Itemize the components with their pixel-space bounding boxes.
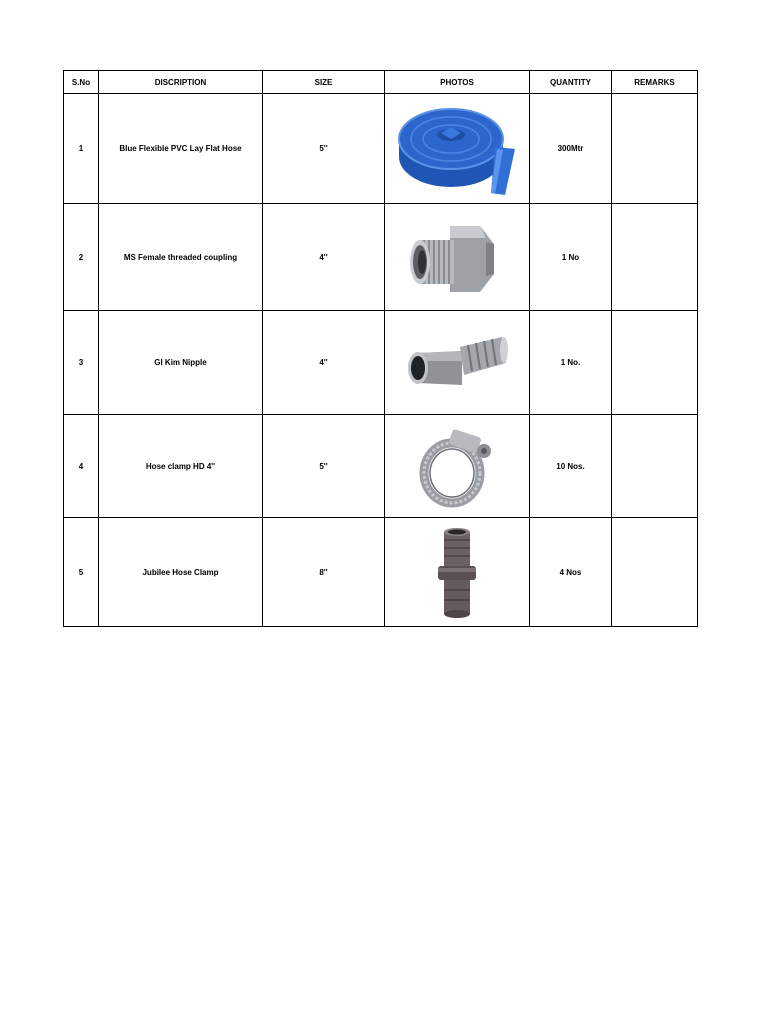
cell-remarks [612, 94, 698, 204]
cell-size: 5'' [263, 415, 385, 518]
cell-photo [385, 204, 530, 311]
items-table [63, 70, 698, 627]
threaded-coupling-photo [402, 212, 512, 302]
cell-description: Jubilee Hose Clamp [99, 518, 263, 627]
cell-sno: 1 [64, 94, 99, 204]
header-size: SIZE [263, 71, 385, 94]
cell-size: 8'' [263, 518, 385, 627]
blue-lay-flat-hose-photo [391, 99, 523, 199]
cell-quantity: 1 No. [530, 311, 612, 415]
cell-sno: 5 [64, 518, 99, 627]
cell-quantity: 300Mtr [530, 94, 612, 204]
hose-nipple-photo [402, 323, 512, 403]
cell-quantity: 4 Nos [530, 518, 612, 627]
cell-photo [385, 94, 530, 204]
cell-quantity: 1 No [530, 204, 612, 311]
cell-photo [385, 415, 530, 518]
cell-description: MS Female threaded coupling [99, 204, 263, 311]
cell-remarks [612, 311, 698, 415]
cell-sno: 3 [64, 311, 99, 415]
table-row [64, 311, 698, 415]
header-description: DISCRIPTION [99, 71, 263, 94]
cell-description: Blue Flexible PVC Lay Flat Hose [99, 94, 263, 204]
cell-size: 5'' [263, 94, 385, 204]
hose-tail-connector-photo [422, 522, 492, 622]
cell-description: Hose clamp HD 4'' [99, 415, 263, 518]
header-remarks: REMARKS [612, 71, 698, 94]
cell-remarks [612, 204, 698, 311]
header-quantity: QUANTITY [530, 71, 612, 94]
table-row [64, 204, 698, 311]
header-photos: PHOTOS [385, 71, 530, 94]
hose-clamp-photo [412, 421, 502, 511]
cell-size: 4'' [263, 204, 385, 311]
cell-description: GI Kim Nipple [99, 311, 263, 415]
table-row [64, 518, 698, 627]
table-row [64, 415, 698, 518]
cell-sno: 4 [64, 415, 99, 518]
header-sno: S.No [64, 71, 99, 94]
cell-sno: 2 [64, 204, 99, 311]
cell-remarks [612, 415, 698, 518]
cell-quantity: 10 Nos. [530, 415, 612, 518]
cell-size: 4'' [263, 311, 385, 415]
cell-remarks [612, 518, 698, 627]
cell-photo [385, 518, 530, 627]
table-row [64, 94, 698, 204]
cell-photo [385, 311, 530, 415]
header-row [64, 71, 698, 94]
